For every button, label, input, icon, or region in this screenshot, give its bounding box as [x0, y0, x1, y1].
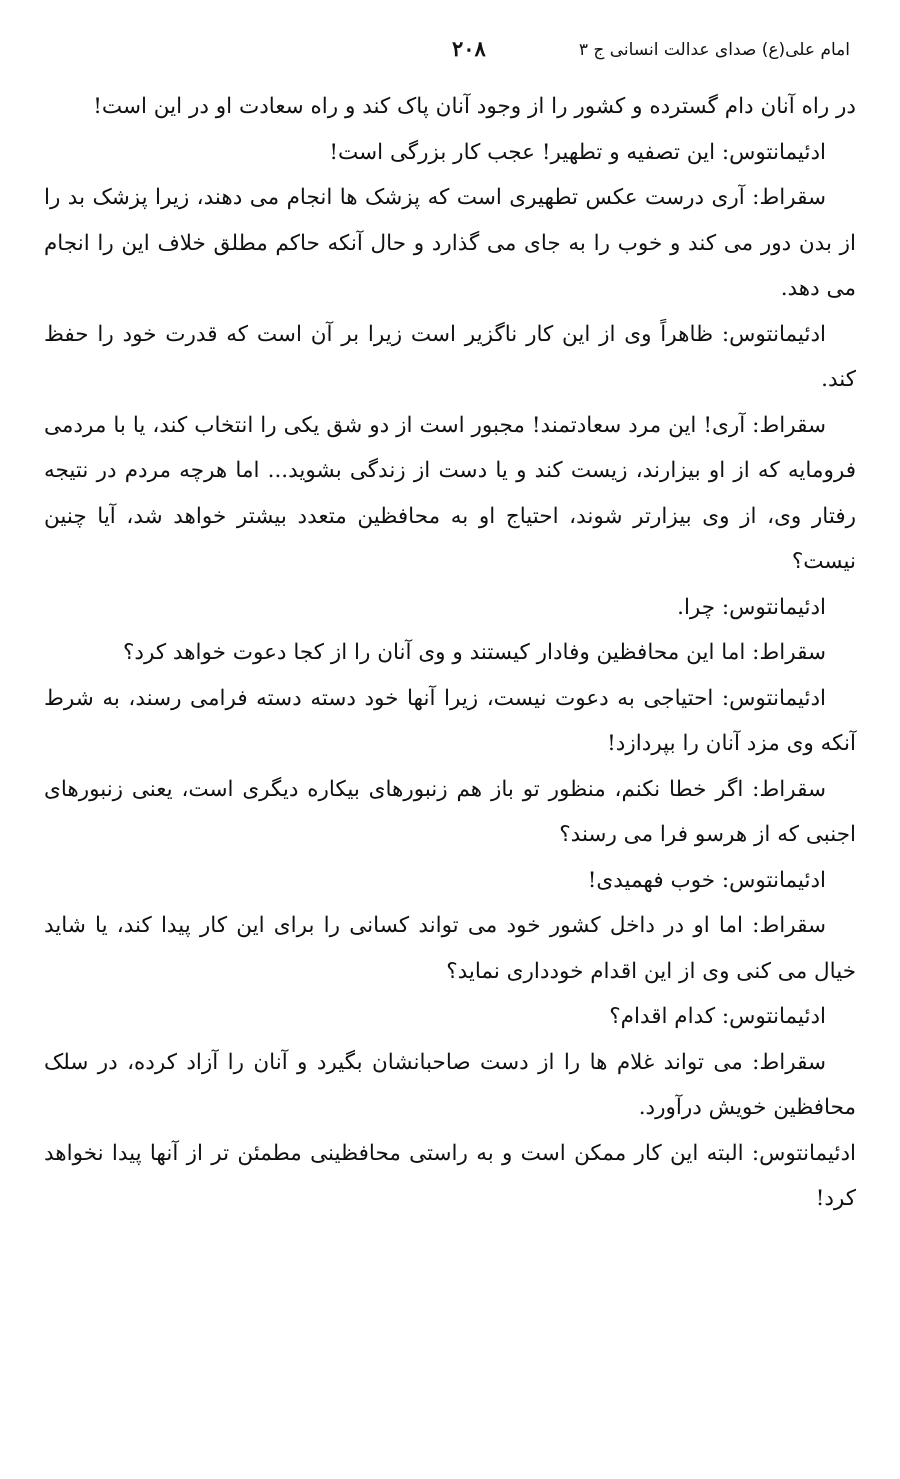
paragraph-4: ادئیمانتوس: ظاهراً وی از این کار ناگزیر است زیرا بر آن است که قدرت خود را حفظ کند. — [44, 321, 856, 392]
paragraph-9: سقراط: اگر خطا نکنم، منظور تو باز هم زنبورهای بیکاره دیگری است، یعنی زنبورهای اجنبی که از هرسو فرا می رسند؟ — [44, 776, 856, 847]
paragraph-11: سقراط: اما او در داخل کشور خود می تواند کسانی را برای این کار پیدا کند، یا شاید خیال می کنی وی از این اقدام خودداری نماید؟ — [44, 913, 856, 984]
running-header — [44, 36, 856, 84]
paragraph-8: ادئیمانتوس: احتیاجی به دعوت نیست، زیرا آنها خود دسته دسته فرامی رسند، به شرط آنکه وی مزد آنان را بپردازد! — [44, 685, 856, 756]
running-title: امام علی(ع) صدای عدالت انسانی ج ۳ — [578, 40, 850, 60]
page-number: ۲۰۸ — [452, 36, 486, 61]
paragraph-6: ادئیمانتوس: چرا. — [677, 594, 826, 620]
paragraph-3: سقراط: آری درست عکس تطهیری است که پزشک ها انجام می دهند، زیرا پزشک بد را از بدن دور می کند و خوب را به جای می گذارد و حال آنکه حاکم مطلق خلاف این را انجام می دهد. — [44, 185, 856, 301]
paragraph-12: ادئیمانتوس: کدام اقدام؟ — [609, 1004, 826, 1029]
paragraph-5: سقراط: آری! این مرد سعادتمند! مجبور است از دو شق یکی را انتخاب کند، یا با مردمی فرومایه که از او بیزارند، زیست کند و یا دست از زندگی بشوید... اما هرچه مردم در نتیجه رفتار وی، از وی بیزارتر شوند، احتیاج او به محافظین متعدد بیشتر خواهد شد، آیا چنین نیست؟ — [44, 412, 856, 574]
paragraph-7: سقراط: اما این محافظین وفادار کیستند و وی آنان را از کجا دعوت خواهد کرد؟ — [122, 640, 826, 665]
paragraph-13: سقراط: می تواند غلام ها را از دست صاحبانشان بگیرد و آنان را آزاد کرده، در سلک محافظین خویش درآورد. — [44, 1049, 856, 1120]
paragraph-14: ادئیمانتوس: البته این کار ممکن است و به راستی محافظینی مطمئن تر از آنها پیدا نخواهد کرد! — [44, 1140, 856, 1211]
paragraph-2: ادئیمانتوس: این تصفیه و تطهیر! عجب کار بزرگی است! — [329, 139, 826, 165]
paragraph-10: ادئیمانتوس: خوب فهمیدی! — [587, 867, 826, 893]
body-text — [44, 84, 856, 1222]
paragraph-1: در راه آنان دام گسترده و کشور را از وجود آنان پاک کند و راه سعادت او در این است! — [93, 94, 856, 119]
